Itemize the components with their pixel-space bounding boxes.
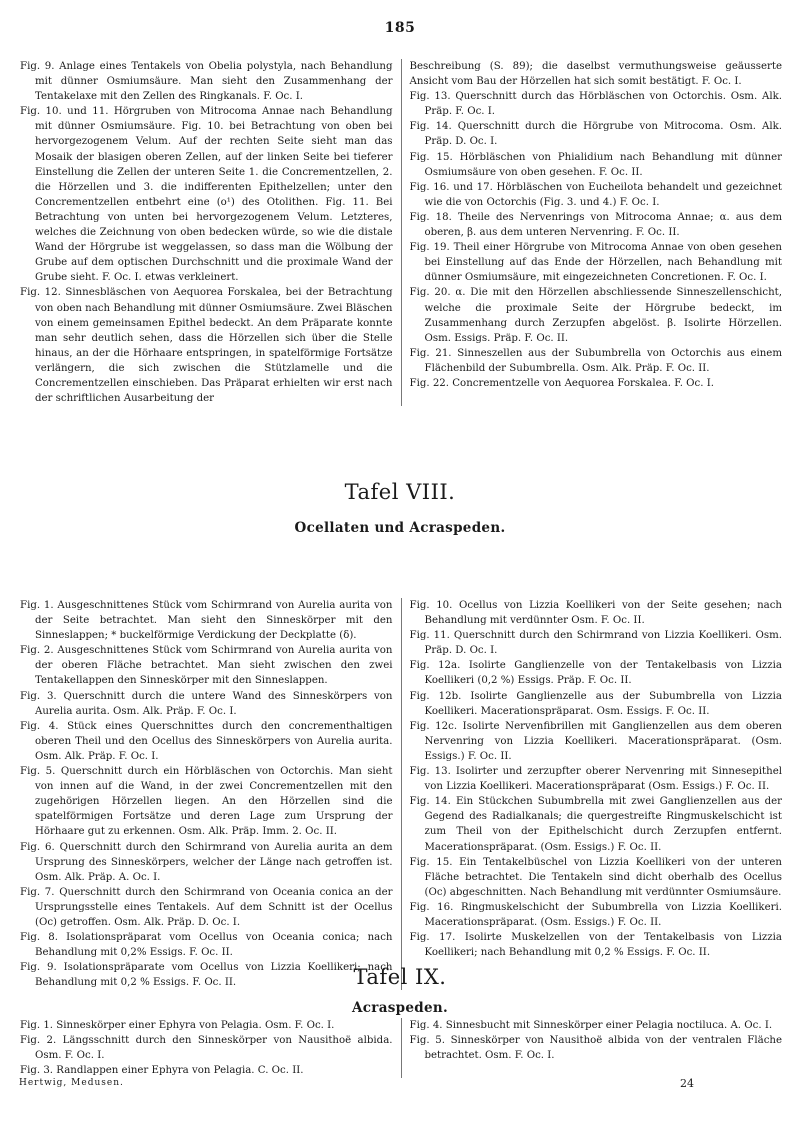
caption-entry: Fig. 2. Längsschnitt durch den Sinneskörper von Nausithoë albida. Osm. F. Oc. I. [20, 1035, 393, 1062]
caption-entry: Fig. 1. Sinneskörper einer Ephyra von Pelagia. Osm. F. Oc. I. [20, 1020, 335, 1031]
caption-entry: Fig. 15. Hörbläschen von Phialidium nach Behandlung mit dünner Osmiumsäure von oben gesehen. F. Oc. II. [409, 151, 782, 178]
left-column [20, 1018, 402, 1078]
right-column [402, 598, 783, 990]
caption-entry: Fig. 13. Isolirter und zerzupfter oberer Nervenring mit Sinnesepithel von Lizzia Koellikeri. Macerationspräparat (Osm. Essigs.) F. Oc. II. [409, 766, 782, 793]
caption-entry: Fig. 14. Querschnitt durch die Hörgrube von Mitrocoma. Osm. Alk. Präp. D. Oc. I. [409, 121, 782, 148]
caption-entry: Fig. 4. Sinnesbucht mit Sinneskörper einer Pelagia noctiluca. A. Oc. I. [409, 1020, 773, 1031]
caption-entry: Fig. 16. Ringmuskelschicht der Subumbrella von Lizzia Koellikeri. Macerationspräparat. (Osm. Essigs.) F. Oc. II. [409, 901, 782, 928]
caption-entry: Fig. 12a. Isolirte Ganglienzelle von der Tentakelbasis von Lizzia Koellikeri (0,2 %) Essigs. Präp. F. Oc. II. [409, 660, 782, 687]
caption-entry: Fig. 15. Ein Tentakelbüschel von Lizzia Koellikeri von der unteren Fläche betrachtet. Die Tentakeln sind dicht oberhalb des Ocellus (Oc) abgeschnitten. Nach Behandlung mit verdünnter Osmiumsäure. [409, 856, 782, 898]
caption-entry: Fig. 10. Ocellus von Lizzia Koellikeri von der Seite gesehen; nach Behandlung mit verdünnter Osm. F. Oc. II. [409, 600, 782, 627]
right-column [402, 1018, 783, 1078]
caption-entry: Fig. 1. Ausgeschnittenes Stück vom Schirmrand von Aurelia aurita von der Seite betrachtet. Man sieht den Sinneskörper mit den Sinneslappen; * buckelförmige Verdickung der Deckplatte (δ). [20, 600, 393, 642]
page-number: 185 [384, 20, 416, 36]
caption-entry: Fig. 22. Concrementzelle von Aequorea Forskalea. F. Oc. I. [409, 377, 714, 389]
caption-entry: Fig. 12. Sinnesbläschen von Aequorea Forskalea, bei der Betrachtung von oben nach Behandlung mit dünner Osmiumsäure. Zwei Bläschen von einem gemeinsamen Epithel bedeckt. An dem Präparate konnte man sehr deutlich sehen, dass die Hörzellen sich über die Stelle hinaus, an der die Hörhaare entspringen, in spatelförmige Fortsätze verlängern, die sich zwischen die Stützlamelle und die Concrementzellen einschieben. Das Präparat erhielten wir erst nach der schriftlichen Ausarbeitung der [20, 287, 393, 405]
section-tafel7-captions [20, 59, 782, 406]
caption-entry: Fig. 13. Querschnitt durch das Hörbläschen von Octorchis. Osm. Alk. Präp. F. Oc. I. [409, 91, 782, 118]
caption-entry: Fig. 9. Anlage eines Tentakels von Obelia polystyla, nach Behandlung mit dünner Osmiumsäure. Man sieht den Zusammenhang der Tentakelaxe mit den Zellen des Ringkanals. F. Oc. I. [20, 61, 393, 103]
caption-entry: Fig. 11. Querschnitt durch den Schirmrand von Lizzia Koellikeri. Osm. Präp. D. Oc. I. [409, 630, 782, 657]
section-tafel9-captions [20, 1018, 782, 1078]
caption-entry: Fig. 19. Theil einer Hörgrube von Mitrocoma Annae von oben gesehen bei Einstellung auf das Ende der Hörzellen, nach Behandlung mit dünner Osmiumsäure, mit eingezeichneten Concretionen. F. Oc. I. [409, 242, 782, 284]
tafel-8-subtitle: Ocellaten und Acraspeden. [294, 520, 506, 536]
caption-entry: Fig. 20. α. Die mit den Hörzellen abschliessende Sinneszellenschicht, welche die proximale Seite der Hörgrube bedeckt, im Zusammenhang durch Zerzupfen abgelöst. β. Isolirte Hörzellen. Osm. Essigs. Präp. F. Oc. II. [409, 287, 782, 344]
caption-entry: Fig. 4. Stück eines Querschnittes durch den concrementhaltigen oberen Theil und den Ocellus des Sinneskörpers von Aurelia aurita. Osm. Alk. Präp. F. Oc. I. [20, 720, 393, 762]
sheet-number: 24 [680, 1077, 694, 1090]
footer-signature: Hertwig, Medusen. [19, 1078, 124, 1088]
caption-entry: Fig. 12b. Isolirte Ganglienzelle aus der Subumbrella von Lizzia Koellikeri. Macerationspräparat. Osm. Essigs. F. Oc. II. [409, 690, 782, 717]
caption-entry: Fig. 5. Querschnitt durch ein Hörbläschen von Octorchis. Man sieht von innen auf die Wand, in der zwei Concrementzellen mit den zugehörigen Hörzellen liegen. An den Hörzellen sind die spatelförmigen Fortsätze und deren Lage zum Ursprung der Hörhaare gut zu erkennen. Osm. Alk. Präp. Imm. 2. Oc. II. [20, 766, 393, 838]
section-tafel8-captions [20, 598, 782, 990]
tafel-9-title: Tafel IX. [353, 965, 447, 989]
caption-entry: Fig. 12c. Isolirte Nervenfibrillen mit Ganglienzellen aus dem oberen Nervenring von Lizzia Koellikeri. Macerationspräparat. (Osm. Essigs.) F. Oc. II. [409, 720, 782, 762]
caption-entry: Fig. 7. Querschnitt durch den Schirmrand von Oceania conica an der Ursprungsstelle eines Tentakels. Auf dem Schnitt ist der Ocellus (Oc) getroffen. Osm. Alk. Präp. D. Oc. I. [20, 886, 393, 928]
caption-entry: Fig. 16. und 17. Hörbläschen von Eucheilota behandelt und gezeichnet wie die von Octorchis (Fig. 3. und 4.) F. Oc. I. [409, 181, 782, 208]
caption-entry: Fig. 6. Querschnitt durch den Schirmrand von Aurelia aurita an dem Ursprung des Sinneskörpers, welcher der Länge nach getroffen ist. Osm. Alk. Präp. A. Oc. I. [20, 841, 393, 883]
caption-entry: Fig. 8. Isolationspräparat vom Ocellus von Oceania conica; nach Behandlung mit 0,2% Essigs. F. Oc. II. [20, 932, 393, 959]
caption-entry: Fig. 3. Randlappen einer Ephyra von Pelagia. C. Oc. II. [20, 1065, 304, 1077]
tafel-8-title: Tafel VIII. [344, 480, 456, 504]
left-column [20, 598, 402, 990]
caption-continuation: Beschreibung (S. 89); die daselbst vermuthungsweise geäusserte Ansicht vom Bau der Hörzellen hat sich somit bestätigt. F. Oc. I. [409, 61, 782, 88]
caption-entry: Fig. 5. Sinneskörper von Nausithoë albida von der ventralen Fläche betrachtet. Osm. F. Oc. I. [409, 1035, 782, 1062]
caption-entry: Fig. 10. und 11. Hörgruben von Mitrocoma Annae nach Behandlung mit dünner Osmiumsäure. Fig. 10. bei Betrachtung von oben bei hervorgezogenem Velum. Auf der rechten Seite sieht man das Mosaik der blasigen oberen Zellen, auf der linken Seite bei tieferer Einstellung die Zellen der unteren Seite 1. die Concrementzellen, 2. die Hörzellen und 3. die indifferenten Epithelzellen; unter den Concrementzellen entbehrt eine (o¹) des Otolithen. Fig. 11. Bei Betrachtung von unten bei hervorgezogenem Velum. Letzteres, welches die Zeichnung von oben bedecken würde, so wie die distale Wand der Hörgrube ist weggelassen, so dass man die Wölbung der Grube auf dem optischen Durchschnitt und die proximale Wand der Grube sieht. F. Oc. I. etwas verkleinert. [20, 106, 393, 284]
tafel-9-subtitle: Acraspeden. [351, 1000, 449, 1016]
caption-entry: Fig. 2. Ausgeschnittenes Stück vom Schirmrand von Aurelia aurita von der oberen Fläche betrachtet. Man sieht zwischen den zwei Tentakellappen den Sinneskörper mit den Sinneslappen. [20, 645, 393, 687]
caption-entry: Fig. 18. Theile des Nervenrings von Mitrocoma Annae; α. aus dem oberen, β. aus dem unteren Nervenring. F. Oc. II. [409, 211, 782, 239]
caption-entry: Fig. 17. Isolirte Muskelzellen von der Tentakelbasis von Lizzia Koellikeri; nach Behandlung mit 0,2 % Essigs. F. Oc. II. [409, 932, 782, 959]
right-column [402, 59, 783, 406]
left-column [20, 59, 402, 406]
caption-entry: Fig. 14. Ein Stückchen Subumbrella mit zwei Ganglienzellen aus der Gegend des Radialkanals; die quergestreifte Ringmuskelschicht ist zum Theil von der Epithelschicht durch Zerzupfen entfernt. Macerationspräparat. (Osm. Essigs.) F. Oc. II. [409, 796, 782, 853]
caption-entry: Fig. 3. Querschnitt durch die untere Wand des Sinneskörpers von Aurelia aurita. Osm. Alk. Präp. F. Oc. I. [20, 690, 393, 717]
caption-entry: Fig. 21. Sinneszellen aus der Subumbrella von Octorchis aus einem Flächenbild der Subumbrella. Osm. Alk. Präp. F. Oc. II. [409, 347, 782, 374]
caption-entry: Fig. 9. Isolationspräparate vom Ocellus von Lizzia Koellikeri; nach Behandlung mit 0,2 % Essigs. F. Oc. II. [20, 962, 393, 989]
